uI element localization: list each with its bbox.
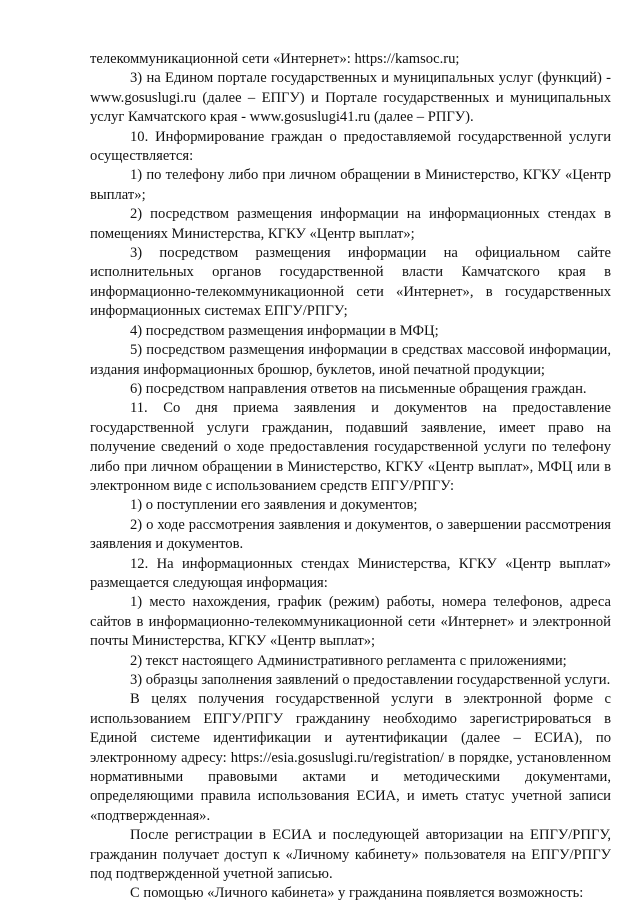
paragraph: 1) о поступлении его заявления и документов;	[130, 497, 418, 514]
paragraph: 1) по телефону либо при личном обращении в Министерство, КГКУ «Центр выплат»;	[90, 167, 611, 203]
paragraph: 1) место нахождения, график (режим) работы, номера телефонов, адреса сайтов в информационно-телекоммуникационной сети «Интернет» и электронной почты Министерства, КГКУ «Центр выплат»;	[90, 594, 611, 650]
paragraph: После регистрации в ЕСИА и последующей авторизации на ЕПГУ/РПГУ, гражданин получает доступ к «Личному кабинету» пользователя на ЕПГУ/РПГУ под подтвержденной учетной записью.	[90, 827, 611, 883]
paragraph: 4) посредством размещения информации в МФЦ;	[130, 322, 439, 339]
paragraph: 3) посредством размещения информации на официальном сайте исполнительных органов государственной власти Камчатского края в информационно-телекоммуникационной сети «Интернет», в государственных информационных системах ЕПГУ/РПГУ;	[90, 245, 611, 320]
document-page	[90, 50, 611, 904]
paragraph: 10. Информирование граждан о предоставляемой государственной услуги осуществляется:	[90, 128, 611, 165]
paragraph: 2) посредством размещения информации на информационных стендах в помещениях Министерства, КГКУ «Центр выплат»;	[90, 206, 611, 242]
paragraph: 11. Со дня приема заявления и документов на предоставление государственной услуги гражданин, подавший заявление, имеет право на получение сведений о ходе предоставления государственной услуги по телефону либо при личном обращении в Министерство, КГКУ «Центр выплат», МФЦ или в электронном виде с использованием средств ЕПГУ/РПГУ:	[90, 400, 611, 494]
paragraph: 5) посредством размещения информации в средствах массовой информации, издания информационных брошюр, буклетов, иной печатной продукции;	[90, 342, 611, 378]
paragraph: 3) образцы заполнения заявлений о предоставлении государственной услуги.	[130, 672, 611, 688]
paragraph: В целях получения государственной услуги в электронной форме с использованием ЕПГУ/РПГУ гражданину необходимо зарегистрироваться в Единой системе идентификации и аутентификации (далее – ЕСИА), по электронному адресу: https://esia.gosuslugi.ru/registration/ в порядке, установленном нормативными правовыми актами и методическими документами, определяющими правила использования ЕСИА, и иметь статус учетной записи «подтвержденная».	[90, 691, 611, 824]
paragraph: 12. На информационных стендах Министерства, КГКУ «Центр выплат» размещается следующая информация:	[90, 555, 611, 591]
paragraph: телекоммуникационной сети «Интернет»: https://kamsoc.ru;	[90, 51, 460, 67]
paragraph: 2) о ходе рассмотрения заявления и документов, о завершении рассмотрения заявления и документов.	[90, 516, 611, 553]
paragraph: 6) посредством направления ответов на письменные обращения граждан.	[130, 380, 587, 397]
paragraph: 3) на Едином портале государственных и муниципальных услуг (функций) - www.gosuslugi.ru (далее – ЕПГУ) и Портале государственных и муниципальных услуг Камчатского края - www.gosuslugi41.ru (далее – РПГУ).	[90, 70, 611, 126]
paragraph: С помощью «Личного кабинета» у гражданина появляется возможность:	[130, 885, 584, 902]
paragraph: 2) текст настоящего Административного регламента с приложениями;	[130, 652, 567, 669]
